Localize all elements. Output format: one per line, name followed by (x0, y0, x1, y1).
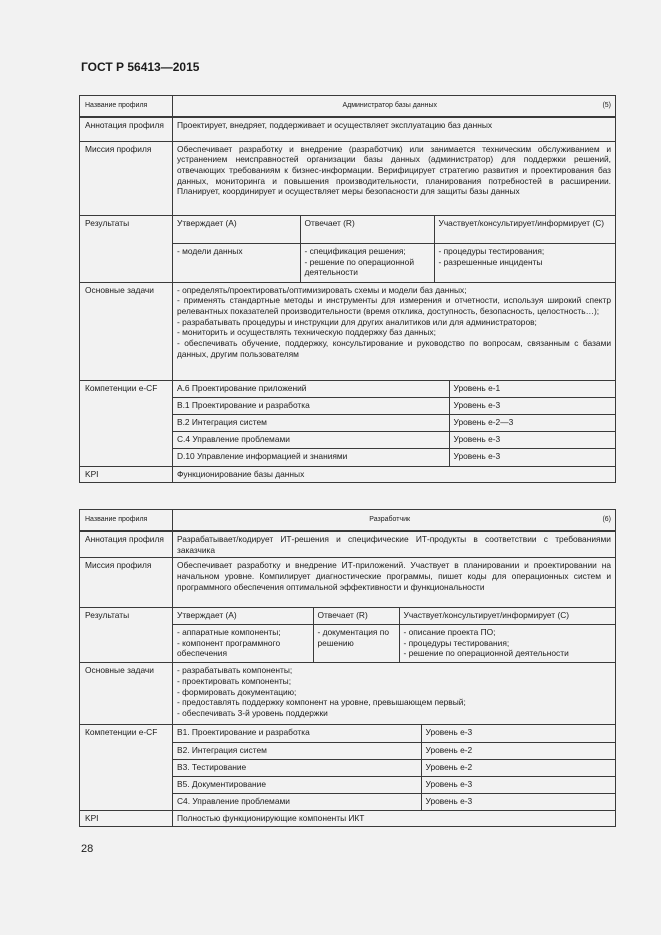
task-item: - мониторить и осуществлять техническую поддержку баз данных; (177, 327, 436, 338)
tasks-label: Основные задачи (80, 282, 173, 380)
results-table (173, 216, 615, 282)
kpi-value: Функционирование базы данных (173, 466, 616, 482)
competence-level: Уровень е-2—3 (449, 415, 615, 432)
task-item: - предоставлять поддержку компонент на уровне, превышающем первый; (177, 697, 466, 708)
competence-level: Уровень е-2 (421, 742, 615, 759)
mission-label: Миссия профиля (80, 558, 173, 608)
competences-label: Компетенции e-CF (80, 725, 173, 811)
task-item: - обеспечивать 3-й уровень поддержки (177, 708, 328, 719)
competence-name: B.1 Проектирование и разработка (173, 398, 449, 415)
competence-level: Уровень е-3 (449, 449, 615, 466)
results-item: - описание проекта ПО; (403, 626, 496, 637)
results-header-responsible: Отвечает (R) (300, 216, 434, 244)
competence-name: C.4 Управление проблемами (173, 432, 449, 449)
annotation-label: Аннотация профиля (80, 531, 173, 558)
competences-table (173, 725, 615, 810)
tasks-list (173, 663, 616, 725)
tasks-list (173, 282, 616, 380)
competence-level: Уровень е-3 (421, 793, 615, 810)
results-label: Результаты (80, 215, 173, 282)
kpi-label: KPI (80, 466, 173, 482)
competence-name: B2. Интеграция систем (173, 742, 421, 759)
competences-table (173, 381, 615, 466)
results-item: - решение по операционной деятельности (304, 256, 415, 278)
results-responsible-cell (313, 624, 399, 662)
results-consults-cell (399, 624, 615, 662)
competence-level: Уровень е-1 (449, 381, 615, 398)
profile-table-6 (79, 509, 616, 827)
profile-name-label: Название профиля (80, 510, 173, 532)
results-header-consults: Участвует/консультирует/информирует (C) (399, 608, 615, 624)
mission-text: Обеспечивает разработку и внедрение (разработчик) или занимается техническим обслуживанием и устранением неисправностей организации базы данных (администратор) для поддержки решений, отвечающих требованиям к бизнес-информации. Верифицирует стратегию развития и проектирования баз данных, мониторинга и повышения производительности, планирования потребностей в расширении. Планирует, координирует и осуществляет меры безопасности для защиты базы данных (173, 141, 616, 215)
competence-name: C4. Управление проблемами (173, 793, 421, 810)
results-item: - модели данных (177, 246, 243, 256)
annotation-text: Разрабатывает/кодирует ИТ-решения и специфические ИТ-продукты в соответствии с требованиями заказчика (173, 531, 616, 558)
competences-label: Компетенции e-CF (80, 380, 173, 466)
results-header-responsible: Отвечает (R) (313, 608, 399, 624)
results-item: - компонент программного обеспечения (177, 637, 281, 659)
mission-label: Миссия профиля (80, 141, 173, 215)
kpi-label: KPI (80, 811, 173, 827)
task-item: - определять/проектировать/оптимизировать схемы и модели баз данных; (177, 284, 467, 295)
competence-level: Уровень е-3 (421, 725, 615, 742)
mission-text: Обеспечивает разработку и внедрение ИТ-приложений. Участвует в планировании и проектировании на начальном уровне. Компилирует диагностические программы, пишет коды для операционных систем и программного обеспечения оптимальной эффективности и функциональности (173, 558, 616, 608)
competence-name: D.10 Управление информацией и знаниями (173, 449, 449, 466)
results-table (173, 608, 615, 662)
task-item: - формировать документацию; (177, 686, 297, 697)
competence-level: Уровень е-3 (449, 432, 615, 449)
profile-title: Разработчик (369, 515, 411, 523)
task-item: - разрабатывать процедуры и инструкции для других аналитиков или для администраторов; (177, 316, 537, 327)
page-number: 28 (81, 843, 94, 855)
task-item: - применять стандартные методы и инструменты для измерения и отчетности, используя широкий спектр релевантных показателей производительности (время отклика, доступность, безопасность, целостность…); (177, 295, 611, 316)
competence-name: B.2 Интеграция систем (173, 415, 449, 432)
competence-level: Уровень е-2 (421, 759, 615, 776)
results-label: Результаты (80, 608, 173, 663)
profile-number: (6) (602, 515, 611, 523)
competence-level: Уровень е-3 (421, 776, 615, 793)
results-header-approves: Утверждает (A) (173, 608, 313, 624)
profile-name-label: Название профиля (80, 96, 173, 118)
results-item: - процедуры тестирования; (403, 637, 510, 648)
document-header: ГОСТ Р 56413—2015 (81, 60, 200, 74)
results-item: - разрешенные инциденты (438, 256, 543, 267)
tasks-label: Основные задачи (80, 663, 173, 725)
results-approves-cell (173, 624, 313, 662)
competence-name: B3. Тестирование (173, 759, 421, 776)
results-approves-cell (173, 244, 300, 282)
results-item: - аппаратные компоненты; (177, 626, 281, 637)
annotation-label: Аннотация профиля (80, 117, 173, 141)
results-responsible-cell (300, 244, 434, 282)
competence-level: Уровень е-3 (449, 398, 615, 415)
annotation-text: Проектирует, внедряет, поддерживает и осуществляет эксплуатацию баз данных (173, 117, 616, 141)
competence-name: B1. Проектирование и разработка (173, 725, 421, 742)
task-item: - проектировать компоненты; (177, 676, 292, 687)
results-item: - решение по операционной деятельности (403, 648, 569, 659)
profile-number: (5) (602, 101, 611, 109)
profile-title: Администратор базы данных (342, 101, 437, 109)
task-item: - обеспечивать обучение, поддержку, консультирование и руководство по вопросам, связанным с базами данных, другим пользователям (177, 337, 611, 359)
results-item: - спецификация решения; (304, 246, 406, 256)
results-header-approves: Утверждает (A) (173, 216, 300, 244)
results-item: - процедуры тестирования; (438, 246, 545, 256)
results-header-consults: Участвует/консультирует/информирует (C) (434, 216, 615, 244)
results-item: - документация по решению (317, 626, 389, 648)
profile-table-5 (79, 95, 616, 483)
results-consults-cell (434, 244, 615, 282)
kpi-value: Полностью функционирующие компоненты ИКТ (173, 811, 616, 827)
task-item: - разрабатывать компоненты; (177, 665, 293, 676)
competence-name: B5. Документирование (173, 776, 421, 793)
competence-name: A.6 Проектирование приложений (173, 381, 449, 398)
